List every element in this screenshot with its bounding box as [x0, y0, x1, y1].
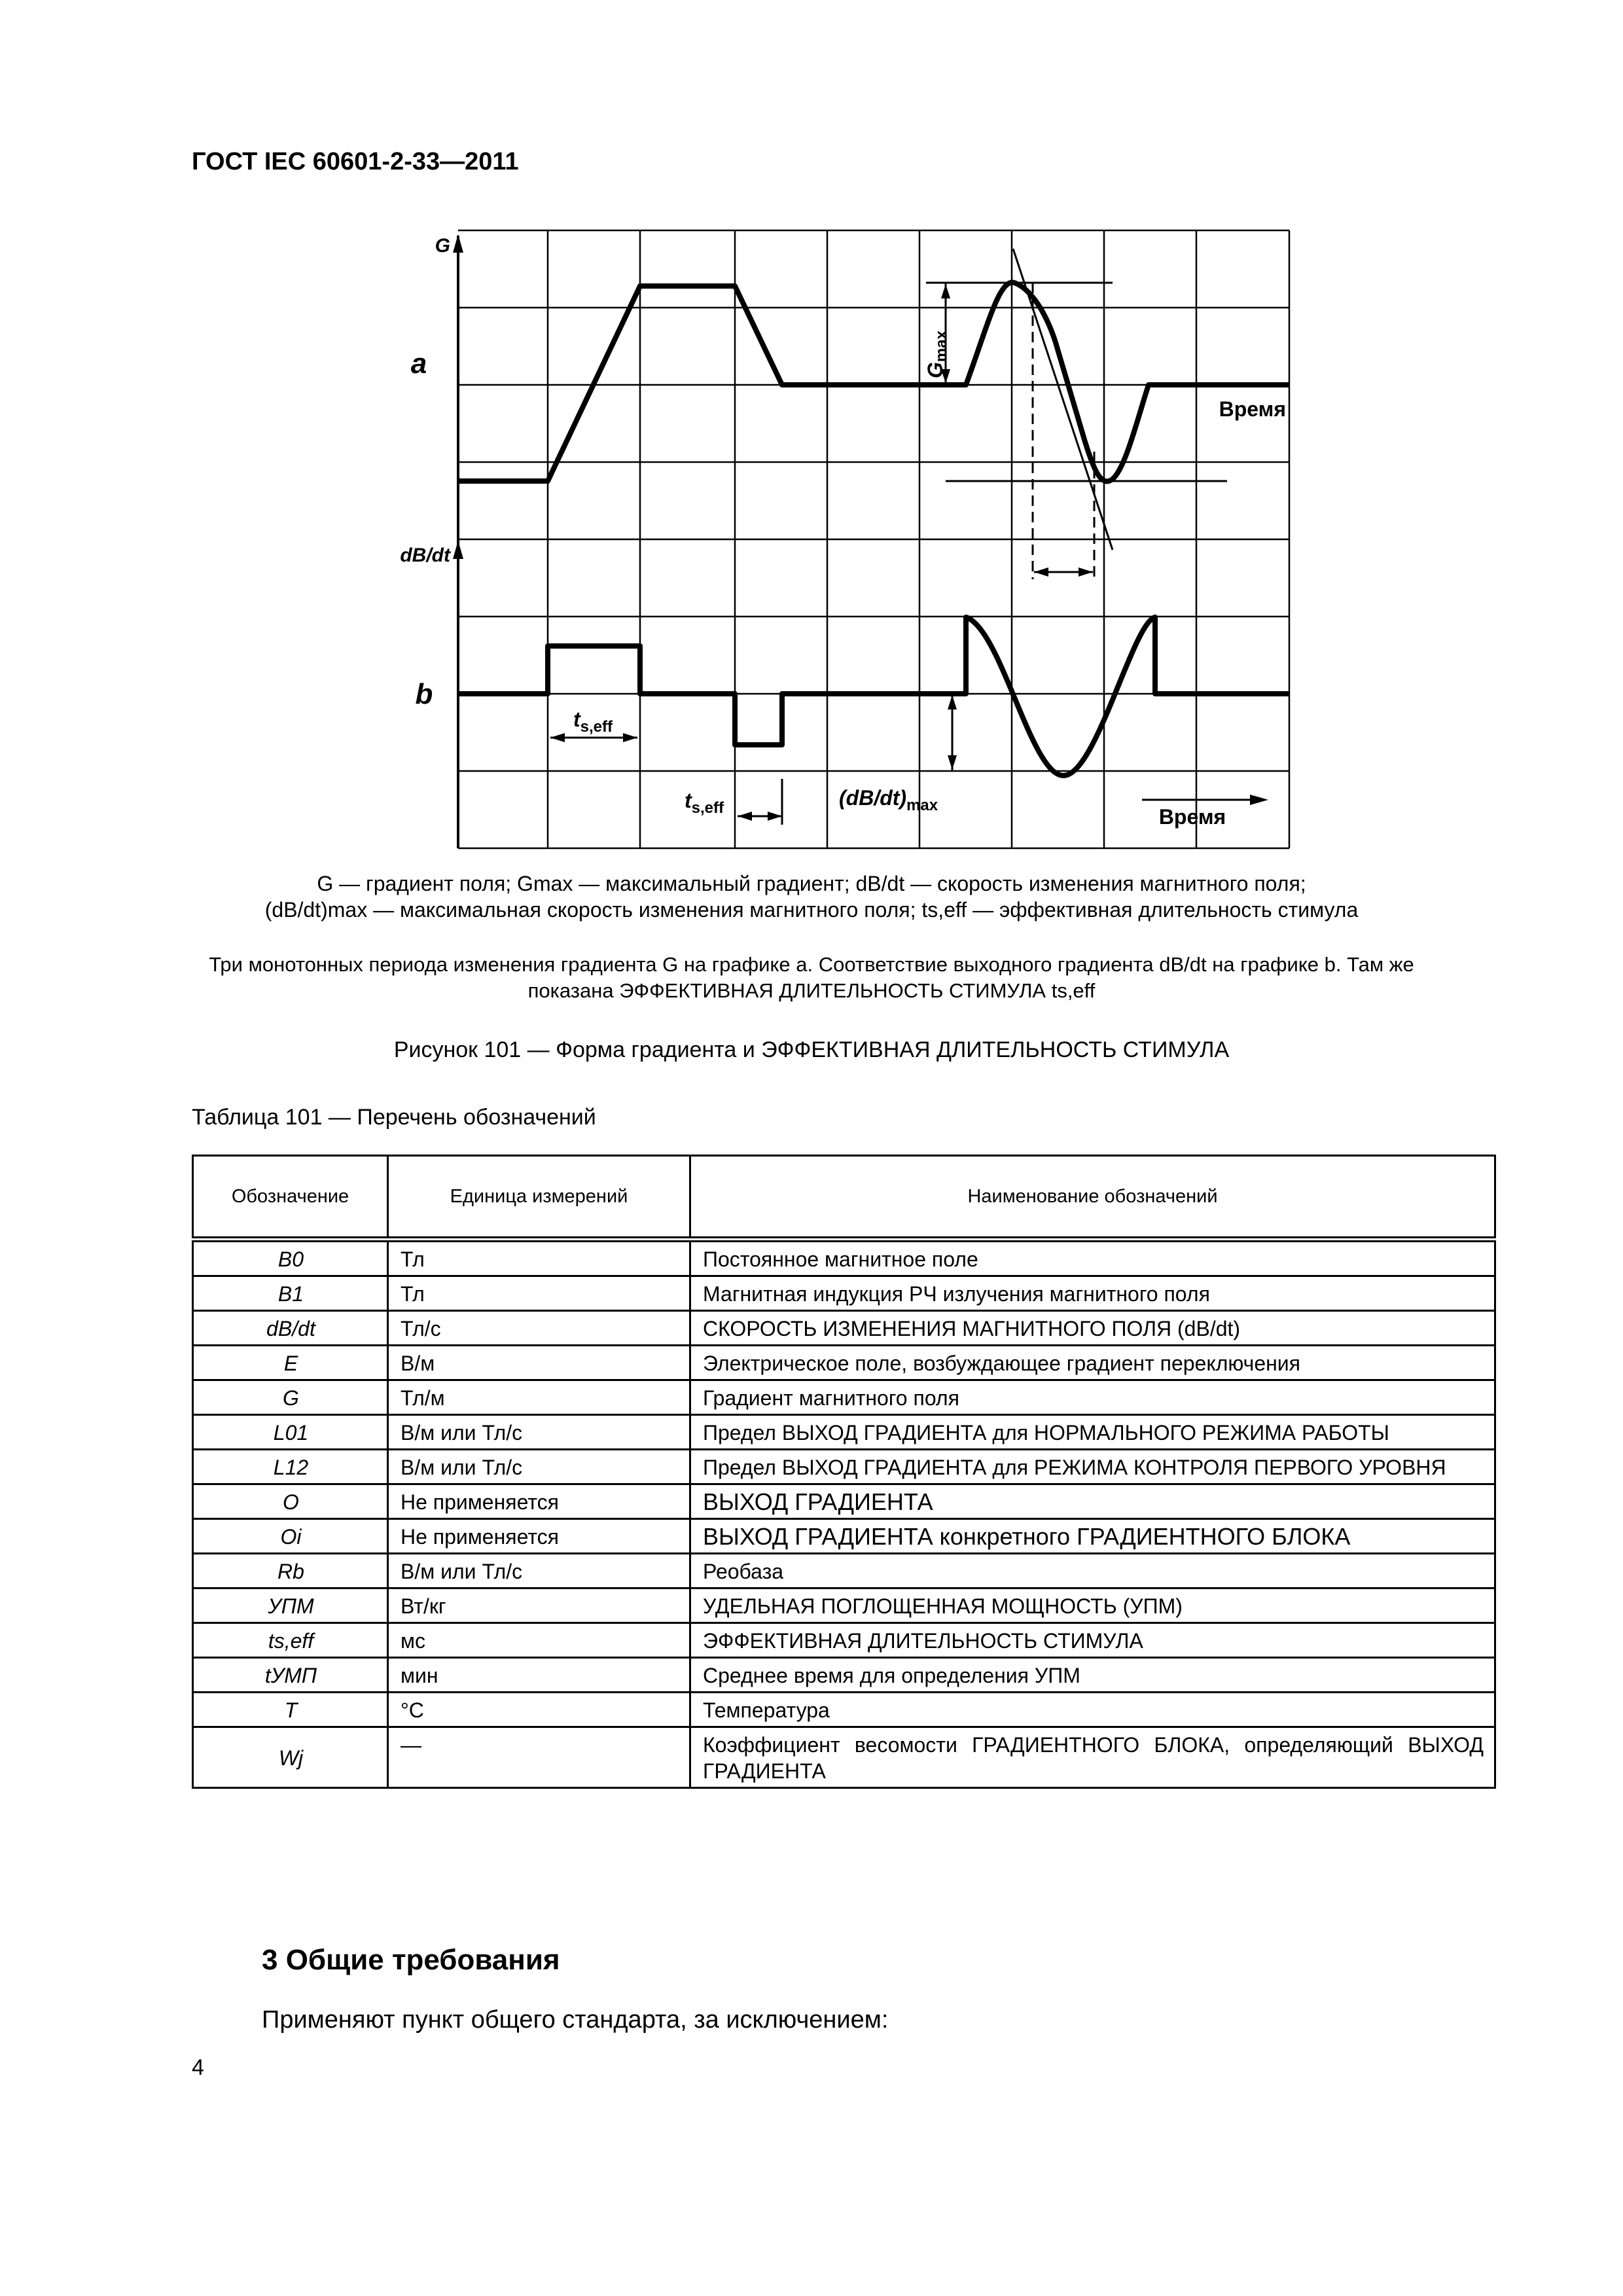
- table-title: Таблица 101 — Перечень обозначений: [192, 1105, 596, 1130]
- symbol-cell: B1: [193, 1276, 388, 1311]
- table-row: [193, 1727, 1495, 1788]
- dbdt-max-label: $(dB/dt)_{max}$: [839, 786, 938, 814]
- figure-title: Рисунок 101 — Форма градиента и ЭФФЕКТИВНАЯ ДЛИТЕЛЬНОСТЬ СТИМУЛА: [393, 1037, 1230, 1062]
- description-cell: Коэффициент весомости ГРАДИЕНТНОГО БЛОКА, определяющий ВЫХОД ГРАДИЕНТА: [690, 1727, 1495, 1788]
- unit-cell: В/м или Тл/с: [388, 1450, 690, 1484]
- unit-cell: мин: [388, 1658, 690, 1693]
- symbol-cell: T: [193, 1693, 388, 1727]
- table-header-row: [193, 1156, 1495, 1240]
- time-label-a: Время: [1219, 397, 1286, 421]
- symbol-cell: L12: [193, 1450, 388, 1484]
- symbol-cell: L01: [193, 1415, 388, 1450]
- panel-b-label: b: [415, 678, 433, 710]
- ts-eff-label-2: $t_{s,eff}$: [685, 789, 724, 817]
- gmax-label: [923, 330, 950, 378]
- description-cell: ЭФФЕКТИВНАЯ ДЛИТЕЛЬНОСТЬ СТИМУЛА: [690, 1623, 1495, 1658]
- unit-cell: Тл: [388, 1240, 690, 1276]
- description-cell: ВЫХОД ГРАДИЕНТА: [690, 1484, 1495, 1519]
- table-row: [193, 1623, 1495, 1658]
- unit-cell: Не применяется: [388, 1484, 690, 1519]
- column-header: Наименование обозначений: [690, 1156, 1495, 1240]
- ts-eff-label-1: $t_{s,eff}$: [573, 708, 613, 736]
- table-row: [193, 1240, 1495, 1276]
- description-line-1: Три монотонных периода изменения градиента G на графике a. Соответствие выходного градиента dB/dt на графике b. Там же: [209, 953, 1414, 976]
- section-title: 3 Общие требования: [262, 1944, 560, 1976]
- unit-cell: Тл/м: [388, 1380, 690, 1415]
- unit-cell: Тл: [388, 1276, 690, 1311]
- symbol-cell: B0: [193, 1240, 388, 1276]
- symbol-cell: G: [193, 1380, 388, 1415]
- table-row: [193, 1380, 1495, 1415]
- page-number: 4: [192, 2055, 204, 2080]
- gradient-waveform-figure: [400, 223, 1302, 857]
- unit-cell: Тл/с: [388, 1311, 690, 1346]
- symbol-cell: O: [193, 1484, 388, 1519]
- table-row: [193, 1658, 1495, 1693]
- column-header: Обозначение: [193, 1156, 388, 1240]
- table-row: [193, 1519, 1495, 1554]
- symbol-cell: Oi: [193, 1519, 388, 1554]
- description-cell: СКОРОСТЬ ИЗМЕНЕНИЯ МАГНИТНОГО ПОЛЯ (dB/dt): [690, 1311, 1495, 1346]
- description-cell: Предел ВЫХОД ГРАДИЕНТА для РЕЖИМА КОНТРОЛЯ ПЕРВОГО УРОВНЯ: [690, 1450, 1495, 1484]
- table-row: [193, 1346, 1495, 1380]
- table-row: [193, 1311, 1495, 1346]
- description-cell: Реобаза: [690, 1554, 1495, 1588]
- symbol-cell: ts,eff: [193, 1623, 388, 1658]
- description-cell: Электрическое поле, возбуждающее градиент переключения: [690, 1346, 1495, 1380]
- panel-a-label: a: [410, 348, 427, 380]
- table-row: [193, 1588, 1495, 1623]
- figure-legend: [170, 870, 1453, 923]
- table-row: [193, 1415, 1495, 1450]
- figure-grid: [458, 230, 1289, 848]
- column-header: Единица измерений: [388, 1156, 690, 1240]
- gradient-waveform-a: [458, 283, 1289, 482]
- symbol-cell: Rb: [193, 1554, 388, 1588]
- symbol-cell: УПМ: [193, 1588, 388, 1623]
- description-cell: Среднее время для определения УПМ: [690, 1658, 1495, 1693]
- description-cell: УДЕЛЬНАЯ ПОГЛОЩЕННАЯ МОЩНОСТЬ (УПМ): [690, 1588, 1495, 1623]
- section-body-text: Применяют пункт общего стандарта, за исключением:: [262, 2006, 889, 2034]
- figure-description: [170, 952, 1453, 1004]
- unit-cell: Вт/кг: [388, 1588, 690, 1623]
- unit-cell: —: [388, 1727, 690, 1788]
- svg-text:Gmax: Gmax: [923, 331, 950, 378]
- description-cell: Градиент магнитного поля: [690, 1380, 1495, 1415]
- symbol-cell: E: [193, 1346, 388, 1380]
- description-cell: Постоянное магнитное поле: [690, 1240, 1495, 1276]
- table-body: [193, 1240, 1495, 1788]
- symbol-cell: Wj: [193, 1727, 388, 1788]
- unit-cell: Не применяется: [388, 1519, 690, 1554]
- unit-cell: В/м или Тл/с: [388, 1554, 690, 1588]
- unit-cell: В/м: [388, 1346, 690, 1380]
- description-cell: Предел ВЫХОД ГРАДИЕНТА для НОРМАЛЬНОГО РЕЖИМА РАБОТЫ: [690, 1415, 1495, 1450]
- dbdt-axis-arrow: [453, 541, 463, 559]
- time-label-b: Время: [1158, 805, 1226, 829]
- dbdt-waveform-b: [458, 617, 1289, 776]
- unit-cell: мс: [388, 1623, 690, 1658]
- description-cell: Температура: [690, 1693, 1495, 1727]
- legend-line-1: G — градиент поля; Gmax — максимальный градиент; dB/dt — скорость изменения магнитного поля;: [317, 872, 1306, 895]
- symbols-table: [192, 1155, 1496, 1789]
- description-line-2: показана ЭФФЕКТИВНАЯ ДЛИТЕЛЬНОСТЬ СТИМУЛА ts,eff: [527, 979, 1096, 1002]
- g-axis-label: G: [435, 235, 450, 257]
- unit-cell: В/м или Тл/с: [388, 1415, 690, 1450]
- time-arrow-icon: [1250, 795, 1268, 805]
- table-row: [193, 1484, 1495, 1519]
- symbol-cell: tУМП: [193, 1658, 388, 1693]
- table-row: [193, 1554, 1495, 1588]
- description-cell: Магнитная индукция РЧ излучения магнитного поля: [690, 1276, 1495, 1311]
- table-row: [193, 1693, 1495, 1727]
- legend-line-2: (dB/dt)max — максимальная скорость изменения магнитного поля; ts,eff — эффективная длительность стимула: [264, 898, 1359, 922]
- g-axis-arrow: [453, 234, 463, 253]
- document-header: ГОСТ IEC 60601-2-33—2011: [192, 148, 519, 175]
- unit-cell: °C: [388, 1693, 690, 1727]
- table-row: [193, 1450, 1495, 1484]
- table-row: [193, 1276, 1495, 1311]
- symbol-cell: dB/dt: [193, 1311, 388, 1346]
- description-cell: ВЫХОД ГРАДИЕНТА конкретного ГРАДИЕНТНОГО БЛОКА: [690, 1519, 1495, 1554]
- dbdt-axis-label: dB/dt: [400, 545, 450, 566]
